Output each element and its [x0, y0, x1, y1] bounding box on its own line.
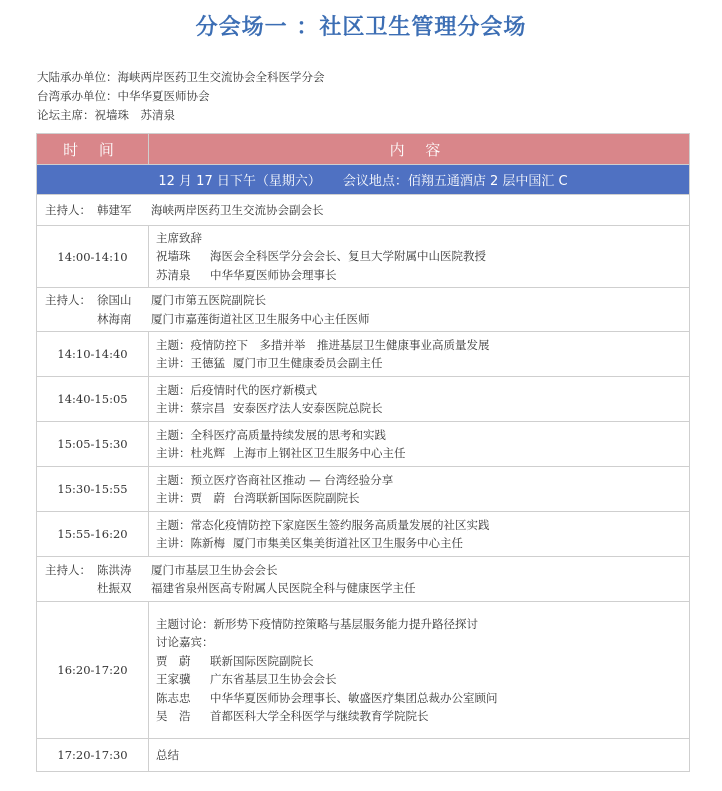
- host-role: 海峡两岸医药卫生交流协会副会长: [151, 202, 324, 217]
- time-slot: 17:20-17:30: [37, 739, 149, 772]
- guest-role: 广东省基层卫生协会会长: [210, 672, 337, 686]
- table-row: [37, 422, 690, 467]
- table-row: [37, 739, 690, 772]
- guest-name: 贾 蔚: [156, 653, 191, 668]
- talk-speaker: 主讲：杜兆辉: [156, 446, 225, 460]
- talk-topic: 主题：常态化疫情防控下家庭医生签约服务高质量发展的社区实践: [156, 517, 490, 532]
- schedule-table: [36, 133, 690, 772]
- time-slot: 15:55-16:20: [37, 512, 149, 557]
- table-row: [37, 377, 690, 422]
- talk-speaker: 主讲：蔡宗昌: [156, 401, 225, 415]
- person-name: 祝墙珠: [156, 249, 191, 264]
- date-venue-row: [37, 165, 690, 195]
- forum-chairs: 论坛主席：祝墙珠 苏清泉: [37, 108, 175, 122]
- table-row: [37, 332, 690, 377]
- host-name: 杜振双: [97, 581, 132, 595]
- guest-name: 王家骥: [156, 672, 191, 686]
- host-row: [37, 288, 690, 332]
- table-header-row: [37, 134, 690, 165]
- guest-role: 首都医科大学全科医学与继续教育学院院长: [210, 709, 429, 723]
- host-role: 厦门市嘉莲街道社区卫生服务中心主任医师: [151, 311, 370, 326]
- time-slot: 15:30-15:55: [37, 467, 149, 512]
- host-row: [37, 557, 690, 602]
- host-row: [37, 195, 690, 226]
- host-label: 主持人：: [45, 293, 91, 307]
- header-time: 时 间: [37, 134, 149, 165]
- opening-title: 主席致辞: [156, 230, 202, 245]
- talk-speaker: 主讲：贾 蔚: [156, 491, 225, 505]
- time-slot: 14:00-14:10: [37, 226, 149, 288]
- guest-role: 联新国际医院副院长: [210, 653, 314, 668]
- page-title: 分会场一 ：社区卫生管理分会场: [195, 15, 527, 40]
- host-role: 福建省泉州医高专附属人民医院全科与健康医学主任: [151, 581, 416, 595]
- person-role: 中华华夏医师协会理事长: [210, 267, 337, 282]
- host-label: 主持人：: [45, 202, 91, 217]
- speaker-role: 台湾联新国际医院副院长: [233, 491, 360, 505]
- host-label: 主持人：: [45, 562, 91, 577]
- speaker-role: 上海市上钢社区卫生服务中心主任: [233, 446, 406, 460]
- talk-topic: 主题：预立医疗咨商社区推动 — 台湾经验分享: [156, 472, 394, 487]
- discussion-topic: 主题讨论：新形势下疫情防控策略与基层服务能力提升路径探讨: [156, 616, 478, 631]
- speaker-role: 安泰医疗法人安泰医院总院长: [233, 401, 383, 415]
- session-venue: 会议地点：佰翔五通酒店 2 层中国汇 C: [342, 174, 568, 189]
- talk-topic: 主题：后疫情时代的医疗新模式: [156, 382, 317, 397]
- closing-title: 总结: [156, 747, 179, 762]
- guest-name: 陈志忠: [156, 690, 191, 705]
- person-role: 海医会全科医学分会会长、复旦大学附属中山医院教授: [210, 249, 486, 264]
- mainland-organizer: 大陆承办单位：海峡两岸医药卫生交流协会全科医学分会: [37, 70, 325, 84]
- table-row: [37, 226, 690, 288]
- time-slot: 16:20-17:20: [37, 602, 149, 739]
- host-name: 林海南: [97, 311, 132, 326]
- host-role: 厦门市基层卫生协会会长: [151, 562, 278, 577]
- host-role: 厦门市第五医院副院长: [151, 293, 266, 307]
- time-slot: 14:10-14:40: [37, 332, 149, 377]
- session-date: 12 月 17 日下午（星期六）: [158, 174, 321, 189]
- table-row: [37, 467, 690, 512]
- time-slot: 15:05-15:30: [37, 422, 149, 467]
- speaker-role: 厦门市卫生健康委员会副主任: [233, 356, 383, 370]
- guest-role: 中华华夏医师协会理事长、敏盛医疗集团总裁办公室顾问: [210, 690, 498, 705]
- guest-name: 吴 浩: [156, 709, 191, 723]
- host-name: 韩建军: [97, 202, 132, 217]
- table-row: [37, 512, 690, 557]
- time-slot: 14:40-15:05: [37, 377, 149, 422]
- host-name: 陈洪涛: [97, 562, 132, 577]
- talk-topic: 主题：疫情防控下 多措并举 推进基层卫生健康事业高质量发展: [156, 337, 490, 352]
- header-content: 内 容: [149, 134, 690, 165]
- guests-label: 讨论嘉宾：: [156, 635, 214, 649]
- table-row: [37, 602, 690, 739]
- person-name: 苏清泉: [156, 267, 191, 282]
- taiwan-organizer: 台湾承办单位：中华华夏医师协会: [37, 89, 210, 103]
- organizer-info: [37, 68, 325, 125]
- talk-speaker: 主讲：王德猛: [156, 356, 225, 370]
- speaker-role: 厦门市集美区集美街道社区卫生服务中心主任: [233, 536, 463, 550]
- host-name: 徐国山: [97, 293, 132, 307]
- talk-topic: 主题：全科医疗高质量持续发展的思考和实践: [156, 427, 386, 442]
- talk-speaker: 主讲：陈新梅: [156, 536, 225, 550]
